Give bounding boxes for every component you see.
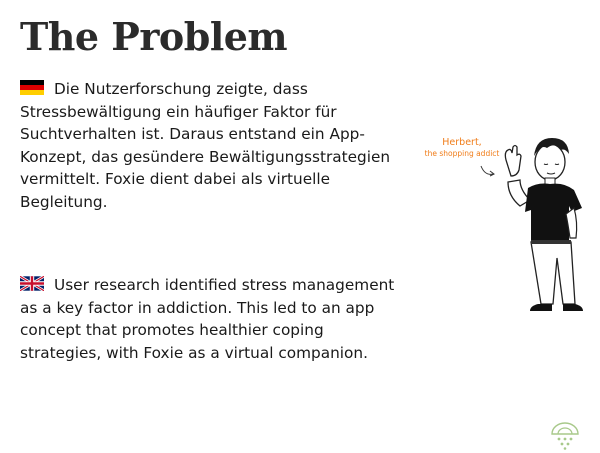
brand-logo-icon xyxy=(549,420,581,450)
persona-description: the shopping addict xyxy=(424,149,500,158)
german-text: Die Nutzerforschung zeigte, dass Stressbewältigung ein häufiger Faktor für Suchtverhalten ist. Daraus entstand ein App-Konzept, das gesündere Bewältigungsstrategien vermittelt. Foxie dient dabei als virtuelle Begleitung. xyxy=(20,80,391,211)
arrow-icon xyxy=(481,166,493,174)
herbert-illustration xyxy=(478,132,588,322)
page-title: The Problem xyxy=(20,14,288,59)
persona-name: Herbert, xyxy=(442,137,482,148)
english-paragraph xyxy=(20,274,400,364)
english-text: User research identified stress management as a key factor in addiction. This led to an app concept that promotes healthier coping strategies, with Foxie as a virtual companion. xyxy=(20,276,395,362)
uk-flag-icon xyxy=(20,276,44,291)
germany-flag-icon xyxy=(20,80,44,95)
german-paragraph xyxy=(20,78,400,213)
